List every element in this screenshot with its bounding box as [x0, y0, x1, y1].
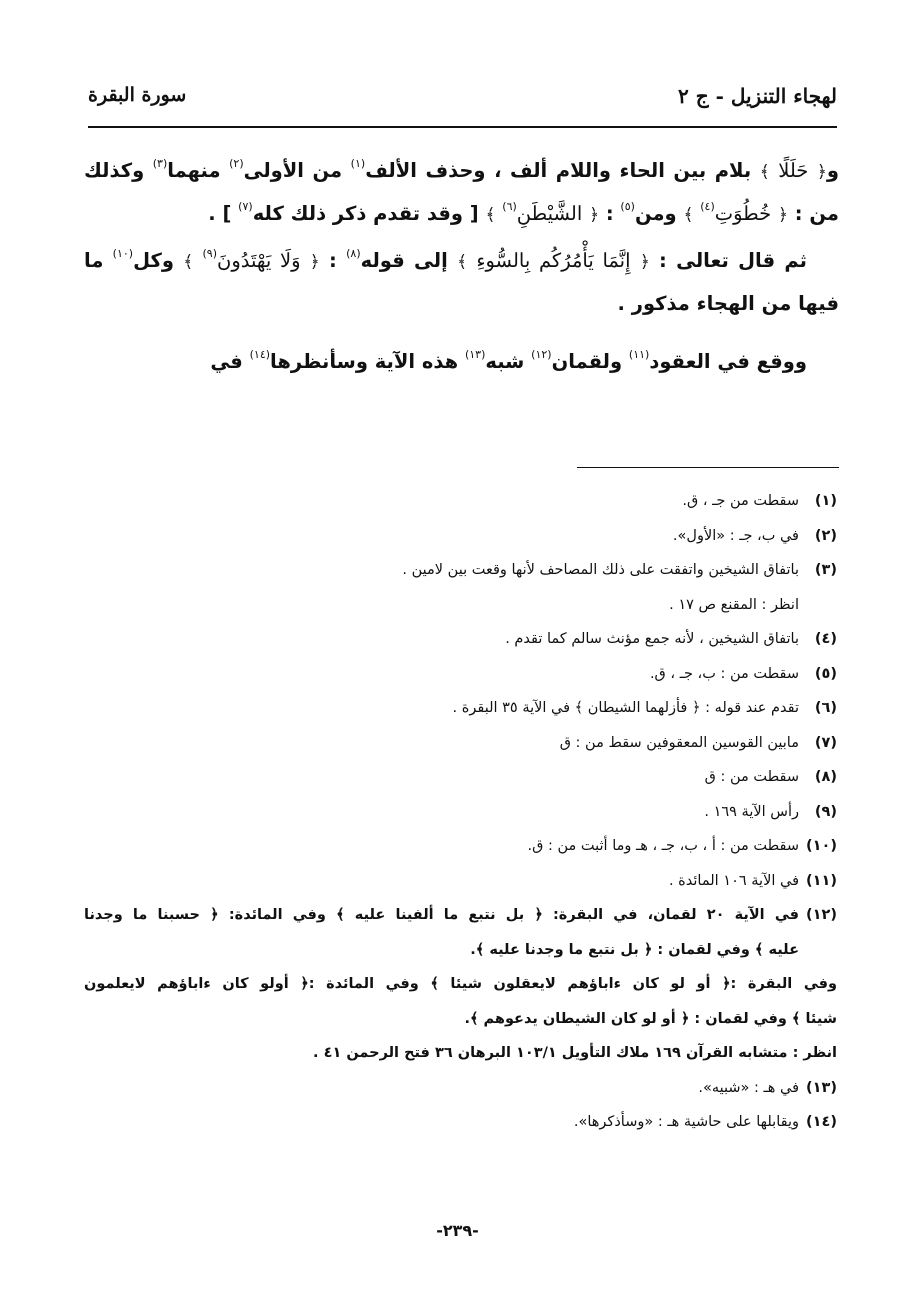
footnote-text: سقطت من : أ ، ب، جـ ، هـ وما أثبت من : ق. — [527, 838, 799, 854]
ornate-bracket-close: ﴾ — [485, 205, 496, 225]
footnote-4 — [84, 622, 837, 657]
text-segment: وكل — [133, 249, 184, 272]
footnote-marker[interactable]: (٩) — [202, 247, 217, 260]
footnote-number: (٥) — [814, 665, 837, 682]
text-segment: و — [826, 159, 839, 182]
text-segment: ولقمان — [551, 350, 629, 373]
paragraph-3 — [84, 341, 839, 383]
quran-phrase: وَلَا يَهْتَدُونَ — [217, 249, 301, 272]
footnote-number: (٧) — [814, 734, 837, 751]
footnote-text: باتفاق الشيخين ، لأنه جمع مؤنث سالم كما تقدم . — [505, 631, 799, 647]
footnote-marker[interactable]: (٦) — [502, 200, 517, 213]
footnote-number: (١١) — [806, 872, 837, 889]
ornate-bracket-open: ﴿ — [816, 162, 827, 182]
footnote-7 — [84, 726, 837, 761]
footnote-marker[interactable]: (٥) — [620, 200, 635, 213]
ornate-bracket-close: ﴾ — [759, 162, 770, 182]
footnote-number: (١٠) — [806, 838, 837, 854]
running-header — [88, 84, 837, 120]
footnote-text: في ب، جـ : «الأول». — [672, 527, 799, 544]
page-number: -٢٣٩- — [436, 1221, 479, 1240]
text-segment: بلام بين الحاء واللام ألف ، وحذف الألف — [365, 159, 760, 182]
footnote-5 — [84, 657, 837, 692]
footnote-text: باتفاق الشيخين واتفقت على ذلك المصاحف لأنها وقعت بين لامين . — [402, 562, 799, 578]
footnote-2 — [84, 519, 837, 554]
footnote-6 — [84, 691, 837, 726]
text-segment: : — [319, 249, 347, 272]
footnote-number: (٦) — [814, 700, 837, 716]
ornate-bracket-close: ﴾ — [457, 252, 468, 272]
footnote-number: (٩) — [814, 803, 837, 820]
footnote-marker[interactable]: (٣) — [152, 157, 168, 170]
footnote-text: شيئا ﴾ وفي لقمان : ﴿ أو لو كان الشيطان يدعوهم ﴾. — [464, 1010, 837, 1027]
footnote-3 — [84, 553, 837, 622]
text-segment: في — [210, 350, 250, 373]
text-segment: من الأولى — [243, 159, 351, 182]
footnote-11 — [84, 864, 837, 899]
header-rule — [88, 126, 837, 128]
quran-word: حَلَلًا — [778, 159, 809, 182]
text-segment: منهما — [167, 159, 230, 182]
footnote-14 — [84, 1105, 837, 1140]
footnote-text: ويقابلها على حاشية هـ : «وسأذكرها». — [573, 1114, 799, 1130]
paragraph-2 — [84, 240, 839, 325]
footnote-number: (٤) — [814, 631, 837, 647]
footnote-text: رأس الآية ١٦٩ . — [704, 803, 799, 820]
text-segment: هذه الآية وسأنظرها — [270, 350, 465, 373]
footnote-number: (٢) — [814, 527, 837, 544]
footnote-12 — [84, 898, 837, 1071]
text-segment: ثم قال تعالى : — [649, 249, 807, 272]
quran-word: الشَّيْطَنِ — [516, 202, 583, 225]
footnote-text: انظر : متشابه القرآن ١٦٩ ملاك التأويل ١٠٣/١ البرهان ٣٦ فتح الرحمن ٤١ . — [313, 1045, 837, 1061]
footnote-marker[interactable]: (٤) — [700, 200, 715, 213]
footnote-text: في الآية ٢٠ لقمان، في البقرة: ﴿ بل نتبع ما ألفينا عليه ﴾ وفي المائدة: ﴿ حسبنا ما وجدنا — [84, 907, 799, 923]
footnote-9 — [84, 795, 837, 830]
main-text — [84, 150, 839, 383]
surah-title: سورة البقرة — [88, 84, 187, 106]
footnote-13 — [84, 1071, 837, 1106]
paragraph-1 — [84, 150, 839, 236]
footnote-reference: انظر : المقنع ص ١٧ . — [669, 596, 799, 613]
ornate-bracket-open: ﴿ — [778, 205, 788, 225]
footnote-number: (١) — [814, 493, 837, 509]
footnote-text: سقطت من : ق — [704, 769, 799, 785]
ornate-bracket-open: ﴿ — [589, 205, 600, 225]
footnote-marker[interactable]: (٧) — [238, 200, 253, 213]
ornate-bracket-close: ﴾ — [683, 205, 694, 225]
footnote-text: في هـ : «شبيه». — [698, 1079, 799, 1096]
footnote-marker[interactable]: (١٤) — [249, 348, 271, 361]
footnote-10 — [84, 829, 837, 864]
quran-phrase: إِنَّمَا يَأْمُرُكُم بِالسُّوءِ — [476, 249, 631, 272]
footnote-text: سقطت من : ب، جـ ، ق. — [649, 665, 799, 682]
footnote-marker[interactable]: (١٢) — [531, 348, 552, 361]
footnote-marker[interactable]: (٢) — [229, 157, 244, 170]
footnote-number: (٣) — [814, 562, 837, 578]
footnote-number: (١٣) — [806, 1079, 837, 1096]
footnote-text: سقطت من جـ ، ق. — [682, 493, 799, 509]
footnote-marker[interactable]: (٨) — [346, 247, 361, 260]
footnote-number: (١٢) — [806, 907, 837, 923]
footnote-marker[interactable]: (١٠) — [112, 247, 134, 260]
footnote-marker[interactable]: (١١) — [628, 348, 650, 361]
footnote-text: وفي البقرة :﴿ أو لو كان ءاباؤهم لايعقلون شيئا ﴾ وفي المائدة :﴿ أولو كان ءاباؤهم لايعلمون — [84, 976, 837, 992]
footnote-text: عليه ﴾ وفي لقمان : ﴿ بل نتبع ما وجدنا عليه ﴾. — [470, 941, 799, 958]
ornate-bracket-close: ﴾ — [183, 252, 194, 272]
footnote-number: (١٤) — [806, 1114, 837, 1130]
text-segment: : — [599, 202, 621, 225]
text-segment: شبه — [485, 350, 532, 373]
footnote-separator — [577, 467, 839, 468]
footnote-text: في الآية ١٠٦ المائدة . — [668, 872, 799, 889]
footnote-marker[interactable]: (١٣) — [464, 348, 486, 361]
quran-word: خُطُوَتِ — [714, 202, 772, 225]
ornate-bracket-open: ﴿ — [639, 252, 650, 272]
footnotes-list — [84, 484, 837, 1140]
text-segment: [ وقد تقدم ذكر ذلك كله — [252, 202, 486, 225]
text-segment: ] . — [208, 202, 239, 225]
text-segment: وكذلك من : — [84, 159, 839, 225]
footnote-number: (٨) — [814, 769, 837, 785]
text-segment: ومن — [634, 202, 684, 225]
text-segment: إلى قوله — [360, 249, 458, 272]
ornate-bracket-open: ﴿ — [309, 252, 320, 272]
footnote-8 — [84, 760, 837, 795]
book-title: لهجاء التنزيل - ج ٢ — [677, 84, 837, 108]
footnote-1 — [84, 484, 837, 519]
text-segment: ووقع في العقود — [649, 350, 807, 373]
footnote-marker[interactable]: (١) — [350, 157, 366, 170]
footnote-text: مابين القوسين المعقوفين سقط من : ق — [559, 734, 799, 751]
footnote-text: تقدم عند قوله : ﴿ فأزلهما الشيطان ﴾ في الآية ٣٥ البقرة . — [452, 700, 799, 716]
text-segment: ما فيها من الهجاء مذكور . — [84, 249, 839, 315]
